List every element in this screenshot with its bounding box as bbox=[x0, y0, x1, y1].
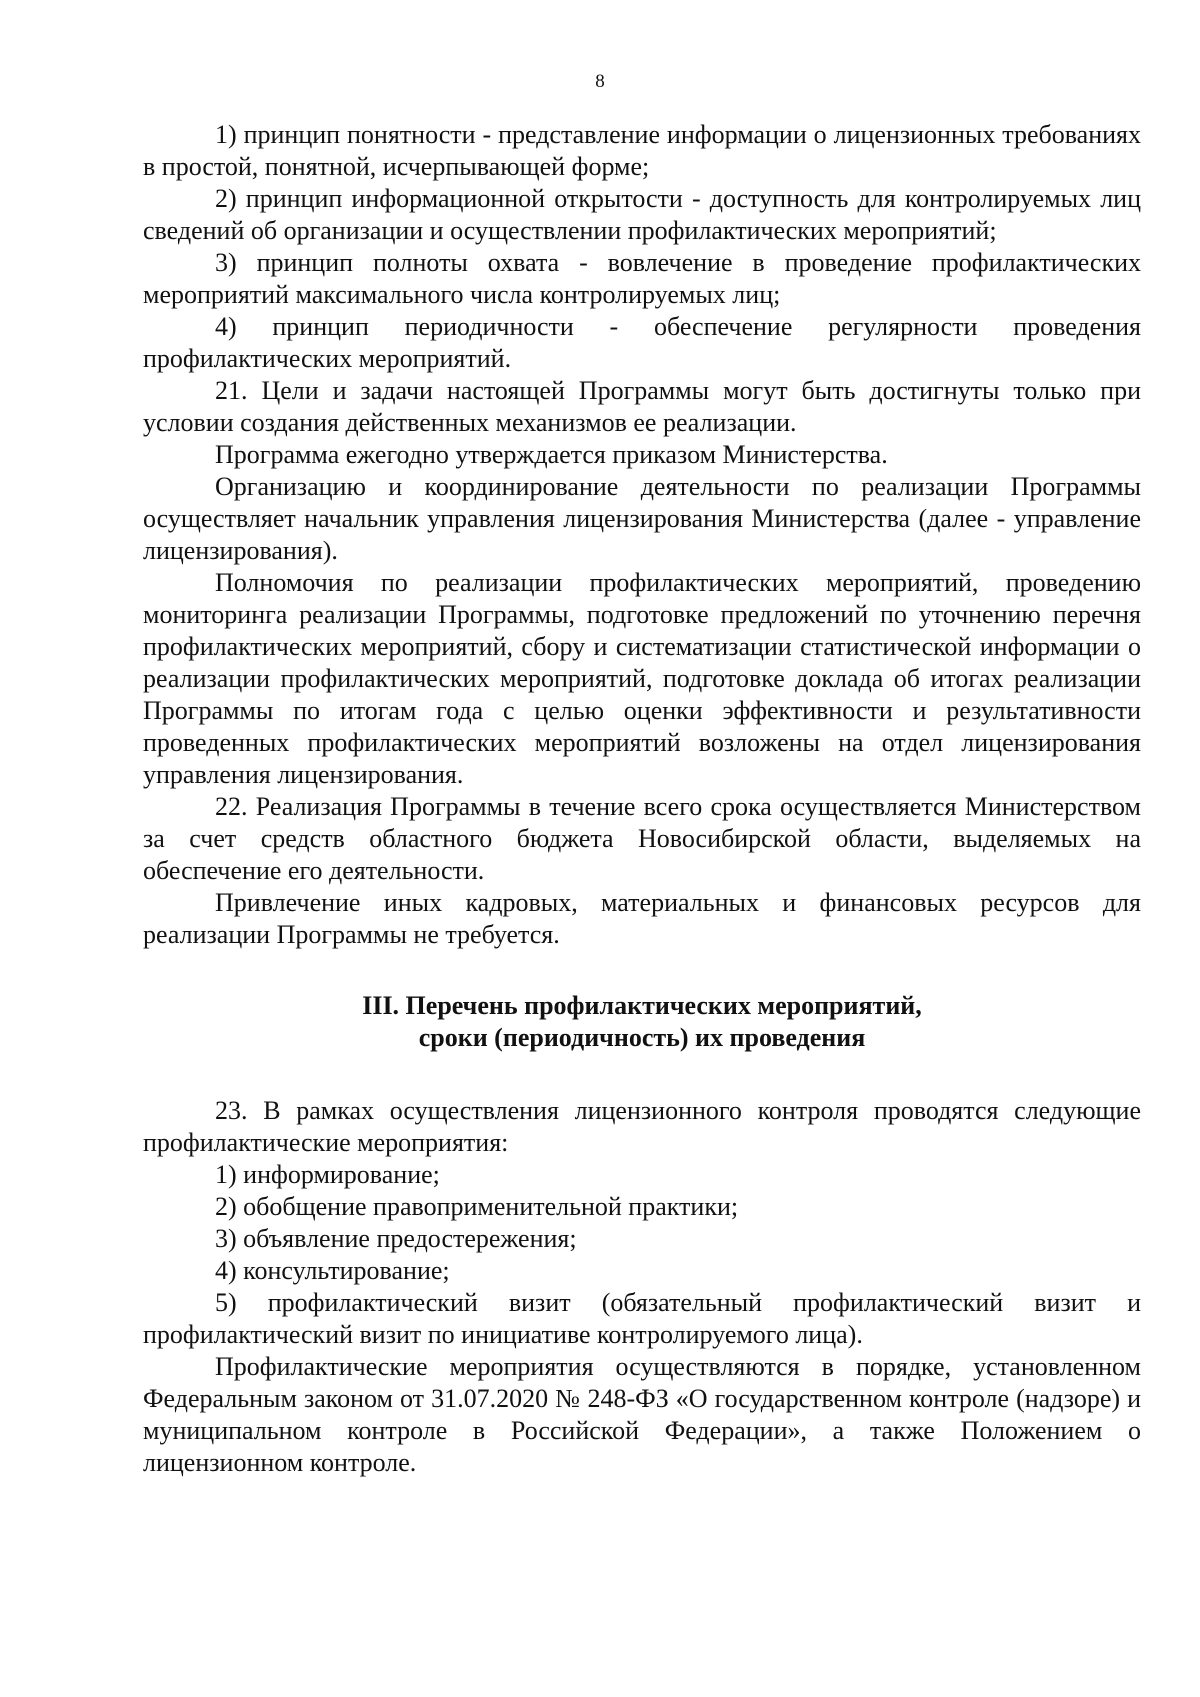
paragraph-principle-clarity: 1) принцип понятности - представление информации о лицензионных требованиях в простой, понятной, исчерпывающей форме; bbox=[143, 120, 1141, 181]
paragraph-powers: Полномочия по реализации профилактических мероприятий, проведению мониторинга реализации Программы, подготовке предложений по уточнению перечня профилактических мероприятий, сбору и систематизации статистической информации о реализации профилактических мероприятий, подготовке доклада об итогах реализации Программы по итогам года с целью оценки эффективности и результативности проведенных профилактических мероприятий возложены на отдел лицензирования управления лицензирования. bbox=[143, 568, 1141, 789]
list-item-consulting: 4) консультирование; bbox=[215, 1256, 450, 1285]
paragraph-procedure: Профилактические мероприятия осуществляются в порядке, установленном Федеральным законом от 31.07.2020 № 248-ФЗ «О государственном контроле (надзоре) и муниципальном контроле в Российской Федерации», а также Положением о лицензионном контроле. bbox=[143, 1352, 1141, 1477]
paragraph-principle-periodicity: 4) принцип периодичности - обеспечение регулярности проведения профилактических мероприятий. bbox=[143, 312, 1141, 373]
paragraph-coordination: Организацию и координирование деятельности по реализации Программы осуществляет начальник управления лицензирования Министерства (далее - управление лицензирования). bbox=[143, 472, 1141, 565]
paragraph-item-21: 21. Цели и задачи настоящей Программы могут быть достигнуты только при условии создания действенных механизмов ее реализации. bbox=[143, 376, 1141, 437]
document-body bbox=[143, 119, 1141, 1479]
page-number: 8 bbox=[595, 71, 605, 92]
list-item-informing: 1) информирование; bbox=[215, 1160, 440, 1189]
paragraph-principle-coverage: 3) принцип полноты охвата - вовлечение в проведение профилактических мероприятий максимального числа контролируемых лиц; bbox=[143, 248, 1141, 309]
paragraph-principle-openness: 2) принцип информационной открытости - доступность для контролируемых лиц сведений об организации и осуществлении профилактических мероприятий; bbox=[143, 184, 1141, 245]
paragraph-item-22: 22. Реализация Программы в течение всего срока осуществляется Министерством за счет средств областного бюджета Новосибирской области, выделяемых на обеспечение его деятельности. bbox=[143, 792, 1141, 885]
list-item-generalization: 2) обобщение правоприменительной практики; bbox=[215, 1192, 739, 1221]
list-item-warning: 3) объявление предостережения; bbox=[215, 1224, 577, 1253]
section-heading-line-1: III. Перечень профилактических мероприятий, bbox=[362, 991, 922, 1020]
paragraph-item-23: 23. В рамках осуществления лицензионного контроля проводятся следующие профилактические мероприятия: bbox=[143, 1096, 1141, 1157]
section-heading bbox=[143, 990, 1141, 1054]
list-item-preventive-visit: 5) профилактический визит (обязательный профилактический визит и профилактический визит по инициативе контролируемого лица). bbox=[143, 1288, 1141, 1349]
paragraph-annual-approval: Программа ежегодно утверждается приказом Министерства. bbox=[215, 440, 888, 469]
section-heading-line-2: сроки (периодичность) их проведения bbox=[418, 1023, 866, 1052]
paragraph-resources: Привлечение иных кадровых, материальных и финансовых ресурсов для реализации Программы не требуется. bbox=[143, 888, 1141, 949]
